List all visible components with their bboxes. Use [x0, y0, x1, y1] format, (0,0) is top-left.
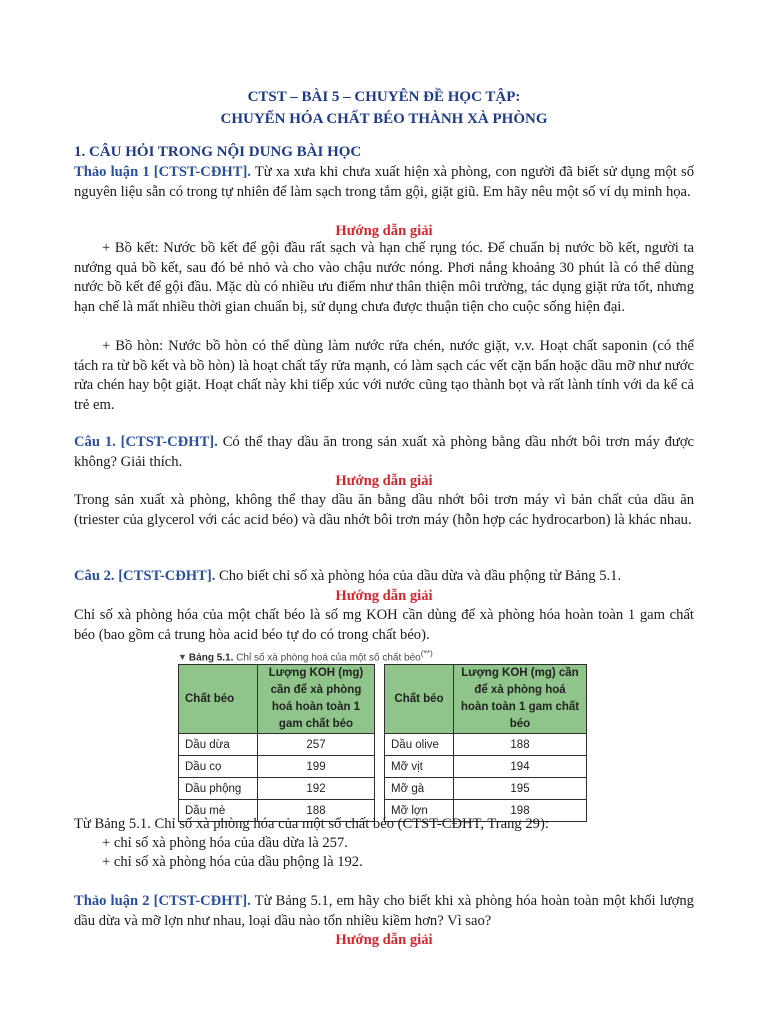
table-reference: Từ Bảng 5.1. Chỉ số xà phòng hóa của một số chất béo (CTST-CĐHT, Trang 29): — [74, 816, 549, 832]
table-row — [385, 756, 587, 778]
question-2-text: Cho biết chỉ số xà phòng hóa của dầu dừa và dầu phộng từ Bảng 5.1. — [215, 568, 622, 584]
table-row — [179, 778, 375, 800]
document-title — [74, 86, 694, 130]
question-1 — [74, 433, 694, 472]
question-2-answer: Chỉ số xà phòng hóa của một chất béo là số mg KOH cần dùng để xà phòng hóa hoàn toàn 1 gam chất béo (bao gồm cả trung hòa acid béo tự do có trong chất béo). — [74, 607, 694, 643]
title-line-1: CTST – BÀI 5 – CHUYÊN ĐỀ HỌC TẬP: — [247, 89, 521, 105]
table-caption-sup: (**) — [420, 648, 433, 658]
koh-value: 192 — [258, 778, 375, 800]
saponification-table-left — [178, 664, 375, 822]
question-2-label: Câu 2. [CTST-CĐHT]. — [74, 568, 216, 584]
title-line-2: CHUYỂN HÓA CHẤT BÉO THÀNH XÀ PHÒNG — [220, 111, 548, 127]
discussion-1-label: Thảo luận 1 [CTST-CĐHT]. — [74, 164, 251, 180]
koh-value: 188 — [258, 800, 375, 822]
header-koh: Lượng KOH (mg) cần để xà phòng hoá hoàn toàn 1 gam chất béo — [258, 665, 375, 734]
table-header-row — [179, 665, 375, 734]
question-1-text: Có thể thay dầu ăn trong sản xuất xà phòng bằng dầu nhớt bôi trơn máy được không? Giải thích. — [74, 434, 695, 470]
solution-heading-2: Hướng dẫn giải — [335, 473, 433, 489]
fat-name: Mỡ lợn — [385, 800, 454, 822]
table-row — [179, 734, 375, 756]
table-caption-text: Chỉ số xà phòng hoá của một số chất béo — [233, 652, 421, 664]
question-1-label: Câu 1. [CTST-CĐHT]. — [74, 434, 218, 450]
saponification-table-right — [384, 664, 587, 822]
triangle-icon: ▼ — [178, 652, 187, 663]
solution-heading-3: Hướng dẫn giải — [335, 588, 433, 604]
fat-name: Dầu cọ — [179, 756, 258, 778]
fat-name: Dầu dừa — [179, 734, 258, 756]
koh-value: 199 — [258, 756, 375, 778]
koh-value: 194 — [454, 756, 587, 778]
discussion-1-question — [74, 163, 694, 202]
table-caption-label: Bảng 5.1. — [188, 652, 234, 664]
answer-bo-hon: + Bồ hòn: Nước bồ hòn có thể dùng làm nước rửa chén, nước giặt, v.v. Hoạt chất saponin (có thể tách ra từ bồ kết và bồ hòn) là hoạt chất tẩy rửa mạnh, có làm sạch các vết cặn bẩn hoặc dầu mỡ như nước rửa chén hay bột giặt. Hoạt chất này khi tiếp xúc với nước cũng tạo thành bọt và rất lành tính với da kể cả trẻ em. — [74, 338, 694, 413]
discussion-2-label: Thảo luận 2 [CTST-CĐHT]. — [74, 893, 251, 909]
koh-value: 188 — [454, 734, 587, 756]
koh-value: 195 — [454, 778, 587, 800]
table-header-row — [385, 665, 587, 734]
table-row — [385, 778, 587, 800]
table-row — [179, 756, 375, 778]
fat-name: Mỡ gà — [385, 778, 454, 800]
discussion-1-text: Từ xa xưa khi chưa xuất hiện xà phòng, con người đã biết sử dụng một số nguyên liệu sẵn có trong tự nhiên để làm sạch trong tắm gội, giặt giũ. Em hãy nêu một số ví dụ minh họa. — [74, 164, 694, 200]
question-2 — [74, 567, 694, 587]
fat-name: Dầu mè — [179, 800, 258, 822]
table-row — [385, 734, 587, 756]
section-heading: 1. CÂU HỎI TRONG NỘI DUNG BÀI HỌC — [74, 144, 362, 160]
koh-value: 257 — [258, 734, 375, 756]
solution-heading-4: Hướng dẫn giải — [335, 932, 433, 948]
header-koh: Lượng KOH (mg) cần để xà phòng hoá hoàn toàn 1 gam chất béo — [454, 665, 587, 734]
discussion-2-text: Từ Bảng 5.1, em hãy cho biết khi xà phòng hóa hoàn toàn một khối lượng dầu dừa và mỡ lợn như nhau, loại dầu nào tốn nhiều kiềm hơn? Vì sao? — [74, 893, 694, 929]
bullet-peanut: + chỉ số xà phòng hóa của dầu phộng là 192. — [102, 854, 363, 870]
answer-bo-ket: + Bồ kết: Nước bồ kết để gội đầu rất sạch và hạn chế rụng tóc. Để chuẩn bị nước bồ kết, người ta nướng quả bồ kết, sau đó bẻ nhỏ và cho vào chậu nước nóng. Phơi nắng khoảng 30 phút là có thể dùng nước bồ kết để gội đầu. Mặc dù có nhiều ưu điểm như thân thiện môi trường, tác dụng giặt rửa tốt, nhưng hạn chế là mất nhiều thời gian chuẩn bị, sử dụng chưa được thuận tiện cho cuộc sống hiện đại. — [74, 240, 694, 315]
discussion-2-question — [74, 892, 694, 931]
koh-value: 198 — [454, 800, 587, 822]
question-1-answer: Trong sản xuất xà phòng, không thể thay dầu ăn bằng dầu nhớt bôi trơn máy vì bản chất của dầu ăn (triester của glycerol với các acid béo) và dầu nhớt bôi trơn máy (hỗn hợp các hydrocarbon) là khác nhau. — [74, 492, 694, 528]
header-fat: Chất béo — [179, 665, 258, 734]
fat-name: Dầu olive — [385, 734, 454, 756]
table-caption — [178, 645, 588, 664]
solution-heading-1: Hướng dẫn giải — [335, 223, 433, 239]
bullet-coconut: + chỉ số xà phòng hóa của dầu dừa là 257. — [102, 835, 348, 851]
fat-name: Dầu phộng — [179, 778, 258, 800]
header-fat: Chất béo — [385, 665, 454, 734]
fat-name: Mỡ vịt — [385, 756, 454, 778]
